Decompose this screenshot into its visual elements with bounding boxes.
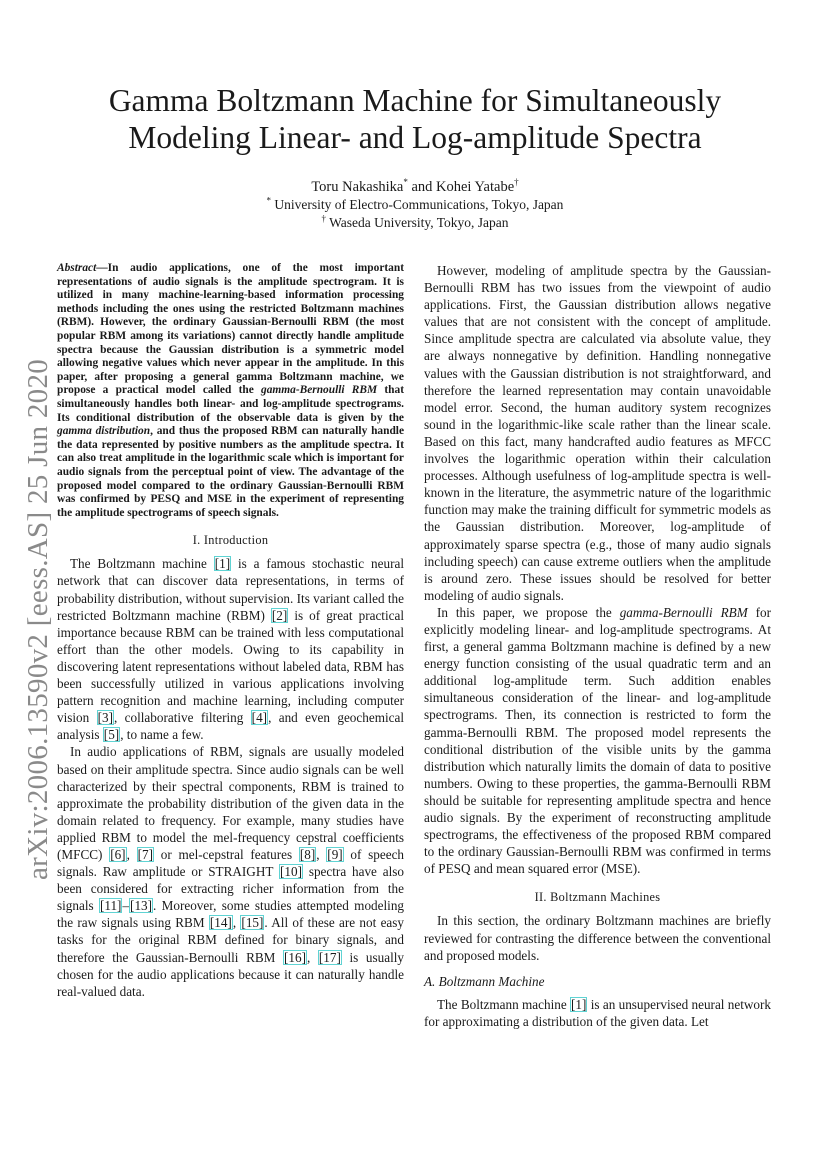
citation-link[interactable]: [6] [110,846,126,862]
left-column [57,262,404,1000]
citation-link[interactable]: [1] [571,996,587,1012]
author-block [100,178,730,232]
section-heading-boltzmann-machines: II. Boltzmann Machines [534,890,661,905]
affiliation-1: * University of Electro-Communications, Tokyo, Japan [266,195,564,212]
citation-link[interactable]: [4] [251,710,268,726]
citation-link[interactable]: [11] [99,898,122,914]
citation-link[interactable]: [9] [327,846,343,862]
citation-link[interactable]: [8] [299,846,316,862]
intro-paragraph-4: In this paper, we propose the gamma-Bernoulli RBM for explicitly modeling linear- and log-amplitude spectrograms. At first, a general gamma Boltzmann machine is defined by a new energy function consisting of the usual quadratic term and an additional log-amplitude term. Such addition enables simultaneous consideration of the linear- and log-amplitude spectrograms. Then, its connection is restricted to form the gamma-Bernoulli RBM. The proposed model represents the conditional distribution of the visible units by the gamma distribution which naturally limits the domain of data to positive numbers. Owing to these properties, the gamma-Bernoulli RBM should be suitable for representing amplitude spectra and hence audio signals. By the experiment of reconstructing amplitude spectrograms, the effectiveness of the proposed RBM compared to the ordinary Gaussian-Bernoulli RBM was confirmed in terms of PESQ and mean squared error (MSE). [424,604,771,877]
title-line-1: Gamma Boltzmann Machine for Simultaneously [108,83,722,118]
section2-paragraph-2: The Boltzmann machine [1] is an unsupervised neural network for approximating a distribution of the given data. Let [424,996,772,1029]
intro-paragraph-3: However, modeling of amplitude spectra by the Gaussian-Bernoulli RBM has two issues from the viewpoint of audio applications. First, the Gaussian distribution allows negative values that are not consistent with the concept of amplitude. Since amplitude spectra are calculated via absolute value, they are always nonnegative by definition. Handling nonnegative values with the Gaussian distribution is not straightforward, and therefore the learned representation may contain unavoidable model error. Second, the human auditory system recognizes sound in the logarithmic-like scale rather than the linear scale. Based on this fact, many handcrafted audio features as MFCC involves the logarithmic operation within their calculation processes. Although usefulness of log-amplitude spectra is well-known in the literature, the asymmetric nature of the logarithmic function may make the training difficult for symmetric models as the Gaussian distribution. Moreover, log-amplitude of approximately sparse spectra (e.g., those of many audio signals including speech) can cause extreme outliers when the amplitude is around zero. These issues should be resolved for better modeling of audio signals. [424,263,771,603]
affiliation-2: † Waseda University, Tokyo, Japan [321,213,509,230]
citation-link[interactable]: [2] [271,607,288,623]
right-column [424,262,771,1030]
citation-link[interactable]: [15] [241,915,264,931]
citation-link[interactable]: [13] [130,898,153,914]
citation-link[interactable]: [5] [103,727,120,743]
citation-link[interactable]: [3] [97,710,113,726]
title-line-2: Modeling Linear- and Log-amplitude Spectra [128,120,702,155]
citation-link[interactable]: [10] [280,864,302,880]
citation-link[interactable]: [14] [209,915,232,931]
citation-link[interactable]: [16] [284,949,306,965]
section2-paragraph-1: In this section, the ordinary Boltzmann machines are briefly reviewed for contrasting the difference between the conventional and proposed models. [424,913,771,963]
intro-paragraph-1: The Boltzmann machine [1] is a famous stochastic neural network that can discover data representations, in terms of probability distribution, without supervision. Its variant called the restricted Boltzmann machine (RBM) [2] is of great practical importance because RBM can be trained with less computational effort than the other models. Owing to its capability in discovering latent representations without labeled data, RBM has been successfully utilized in various applications involving pattern recognition and machine learning, including computer vision [3], collaborative filtering [4], and even geochemical analysis [5], to name a few. [57,556,404,743]
subsection-heading-boltzmann-machine: A. Boltzmann Machine [424,973,545,989]
citation-link[interactable]: [7] [137,846,154,862]
intro-paragraph-2: In audio applications of RBM, signals are usually modeled based on their amplitude spectra. Since audio signals can be well characterized by their spectral components, RBM is trained to approximate the probability distribution of the given data in the domain related to frequency. For example, many studies have applied RBM to model the mel-frequency cepstral coefficients (MFCC) [6], [7] or mel-cepstral features [8], [9] of speech signals. Raw amplitude or STRAIGHT [10] spectra have also been considered for extracting richer information from the signals [11]–[13]. Moreover, some studies attempted modeling the raw signals using RBM [14], [15]. All of these are not easy tasks for the original RBM defined for binary signals, and therefore the Gaussian-Bernoulli RBM [16], [17] is usually chosen for the audio applications because it can naturally handle real-valued data. [57,744,405,999]
paper-title [70,82,760,156]
author-names: Toru Nakashika* and Kohei Yatabe† [311,177,519,195]
citation-link[interactable]: [1] [214,556,231,572]
abstract: Abstract—In audio applications, one of the most important representations of audio signals is the amplitude spectrogram. It is utilized in many machine-learning-based information processing methods including the ones using the restricted Boltzmann machines (RBM). However, the ordinary Gaussian-Bernoulli RBM (the most popular RBM among its variations) cannot directly handle amplitude spectra because the Gaussian distribution is a symmetric model allowing negative values which never appear in the amplitude. In this paper, after proposing a general gamma Boltzmann machine, we propose a practical model called the gamma-Bernoulli RBM that simultaneously handles both linear- and log-amplitude spectrograms. Its conditional distribution of the observable data is given by the gamma distribution, and thus the proposed RBM can naturally handle the data represented by positive numbers as the amplitude spectra. It can also treat amplitude in the logarithmic scale which is important for audio signals from the perceptual point of view. The advantage of the proposed model compared to the ordinary Gaussian-Bernoulli RBM was confirmed by PESQ and MSE in the experiment of representing the amplitude spectrograms of speech signals. [57,262,405,519]
arxiv-identifier[interactable]: arXiv:2006.13590v2 [eess.AS] 25 Jun 2020 [22,358,54,880]
section-heading-introduction: I. Introduction [192,533,269,548]
citation-link[interactable]: [17] [318,949,341,965]
